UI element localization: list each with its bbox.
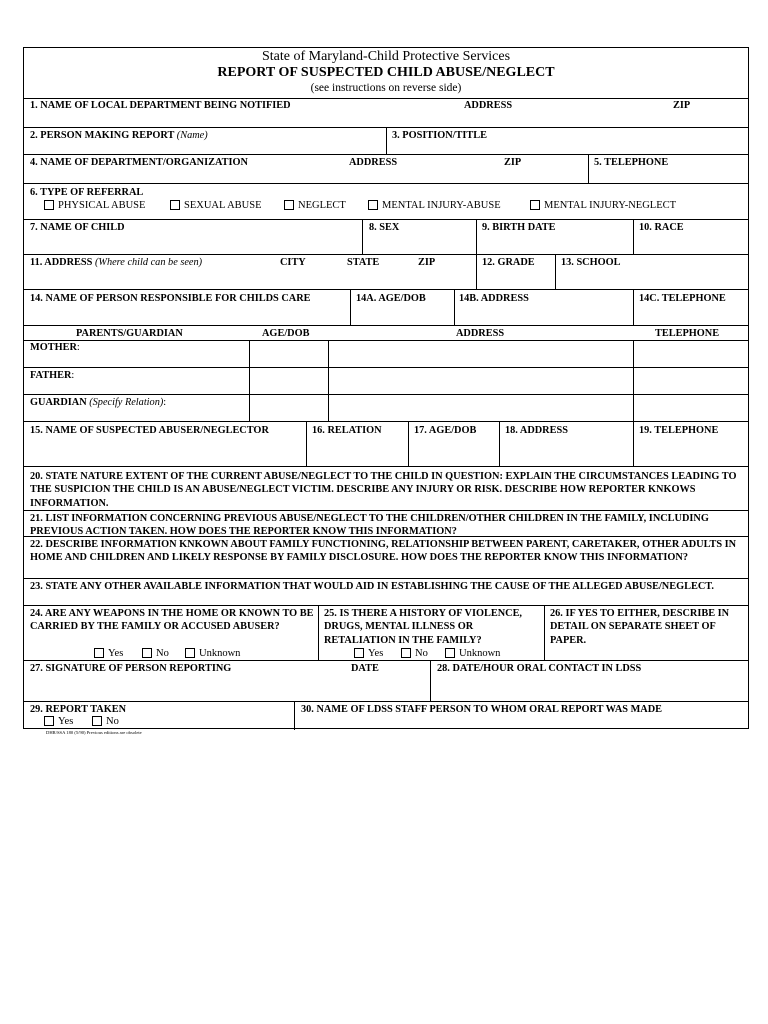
rule bbox=[633, 340, 634, 421]
q24-no-checkbox[interactable]: No bbox=[142, 648, 169, 660]
q24-unknown-checkbox[interactable]: Unknown bbox=[185, 648, 240, 660]
q24-yes-checkbox[interactable]: Yes bbox=[94, 648, 123, 660]
caretaker-address-label: 14B. ADDRESS bbox=[459, 293, 529, 304]
mother-label: MOTHER: bbox=[30, 342, 80, 353]
rule bbox=[555, 254, 556, 289]
rule bbox=[306, 421, 307, 466]
checkbox-box[interactable] bbox=[142, 648, 152, 658]
race-label: 10. RACE bbox=[639, 222, 684, 233]
rule bbox=[24, 605, 748, 606]
question-25-label: 25. IS THERE A HISTORY OF VIOLENCE, DRUGS, MENTAL ILLNESS OR RETALIATION IN THE FAMILY? bbox=[324, 608, 523, 646]
rule bbox=[249, 340, 250, 421]
sex-label: 8. SEX bbox=[369, 222, 400, 233]
rule bbox=[430, 660, 431, 701]
report-title: REPORT OF SUSPECTED CHILD ABUSE/NEGLECT bbox=[217, 65, 555, 80]
question-23-label: 23. STATE ANY OTHER AVAILABLE INFORMATION THAT WOULD AID IN ESTABLISHING THE CAUSE OF THE ALLEGED ABUSE/NEGLECT. bbox=[30, 581, 714, 592]
caretaker-telephone-label: 14C. TELEPHONE bbox=[639, 293, 726, 304]
report-taken-no-checkbox[interactable]: No bbox=[92, 716, 119, 728]
question-21-label: 21. LIST INFORMATION CONCERNING PREVIOUS ABUSE/NEGLECT TO THE CHILDREN/OTHER CHILDREN IN THE FAMILY, INCLUDING PREVIOUS ACTION TAKEN. HOW DOES THE REPORTER KNOW THIS INFORMATION? bbox=[30, 513, 709, 538]
type-of-referral-label: 6. TYPE OF REFERRAL bbox=[30, 187, 144, 198]
checkbox-box[interactable] bbox=[44, 716, 54, 726]
q25-unknown-checkbox[interactable]: Unknown bbox=[445, 648, 500, 660]
rule bbox=[24, 421, 748, 422]
parents-address-header: ADDRESS bbox=[456, 328, 505, 339]
parents-header: PARENTS/GUARDIAN bbox=[76, 328, 183, 339]
department-organization-label: 4. NAME OF DEPARTMENT/ORGANIZATION bbox=[30, 157, 248, 168]
rule bbox=[24, 578, 748, 579]
checkbox-box[interactable] bbox=[185, 648, 195, 658]
rule bbox=[499, 421, 500, 466]
rule bbox=[408, 421, 409, 466]
checkbox-box[interactable] bbox=[530, 200, 540, 210]
oral-contact-label: 28. DATE/HOUR ORAL CONTACT IN LDSS bbox=[437, 663, 642, 674]
rule bbox=[24, 183, 748, 184]
checkbox-box[interactable] bbox=[44, 200, 54, 210]
rule bbox=[294, 701, 295, 730]
rule bbox=[588, 154, 589, 183]
form-footer: DHR/SSA 180 (5/90) Previous editions are obsolete bbox=[46, 730, 142, 735]
q25-yes-checkbox[interactable]: Yes bbox=[354, 648, 383, 660]
birth-date-label: 9. BIRTH DATE bbox=[482, 222, 556, 233]
department-address-label: ADDRESS bbox=[349, 157, 398, 168]
child-zip-label: ZIP bbox=[418, 257, 436, 268]
school-label: 13. SCHOOL bbox=[561, 257, 621, 268]
checkbox-box[interactable] bbox=[94, 648, 104, 658]
person-making-report-label: 2. PERSON MAKING REPORT (Name) bbox=[30, 130, 208, 141]
rule bbox=[24, 325, 748, 326]
checkbox-box[interactable] bbox=[92, 716, 102, 726]
abuser-name-label: 15. NAME OF SUSPECTED ABUSER/NEGLECTOR bbox=[30, 425, 269, 436]
report-taken-yes-checkbox[interactable]: Yes bbox=[44, 716, 73, 728]
rule bbox=[24, 466, 748, 467]
checkbox-box[interactable] bbox=[368, 200, 378, 210]
parents-telephone-header: TELEPHONE bbox=[655, 328, 720, 339]
signature-label: 27. SIGNATURE OF PERSON REPORTING bbox=[30, 663, 232, 674]
rule bbox=[24, 660, 748, 661]
ldss-staff-label: 30. NAME OF LDSS STAFF PERSON TO WHOM ORAL REPORT WAS MADE bbox=[301, 704, 663, 715]
rule bbox=[362, 219, 363, 254]
checkbox-box[interactable] bbox=[354, 648, 364, 658]
question-22-label: 22. DESCRIBE INFORMATION KNKOWN ABOUT FAMILY FUNCTIONING, RELATIONSHIP BETWEEN PARENT, CARETAKER, OTHER ADULTS IN HOME AND CHILDREN AND LIKELY RESPONSE BY FAMILY DISCLOSURE. HOW DOES THE REPORTER KNOW THIS INFORMATION? bbox=[30, 539, 737, 564]
rule bbox=[454, 289, 455, 325]
instructions-note: (see instructions on reverse side) bbox=[310, 82, 462, 94]
child-address-label: 11. ADDRESS (Where child can be seen) bbox=[30, 257, 203, 268]
question-20-label: 20. STATE NATURE EXTENT OF THE CURRENT ABUSE/NEGLECT TO THE CHILD IN QUESTION: EXPLAIN THE CIRCUMSTANCES LEADING TO THE SUSPICION THE CHILD IS AN ABUSE/NEGLECT VICTIM. DESCRIBE ANY INJURY OR RISK. DESCRIBE HOW REPORTER KNKOWS INFORMATION. bbox=[30, 471, 737, 509]
rule bbox=[633, 421, 634, 466]
checkbox-box[interactable] bbox=[170, 200, 180, 210]
rule bbox=[24, 340, 748, 341]
q25-no-checkbox[interactable]: No bbox=[401, 648, 428, 660]
rule bbox=[318, 605, 319, 660]
rule bbox=[24, 289, 748, 290]
rule bbox=[24, 394, 748, 395]
rule bbox=[633, 289, 634, 325]
state-title: State of Maryland-Child Protective Services bbox=[261, 49, 511, 64]
rule bbox=[24, 701, 748, 702]
checkbox-box[interactable] bbox=[284, 200, 294, 210]
referral-mental-injury-neglect-checkbox[interactable]: MENTAL INJURY-NEGLECT bbox=[530, 200, 676, 212]
checkbox-box[interactable] bbox=[445, 648, 455, 658]
state-label: STATE bbox=[347, 257, 380, 268]
name-of-child-label: 7. NAME OF CHILD bbox=[30, 222, 125, 233]
father-label: FATHER: bbox=[30, 370, 75, 381]
abuser-age-label: 17. AGE/DOB bbox=[414, 425, 477, 436]
telephone-label: 5. TELEPHONE bbox=[594, 157, 669, 168]
parents-age-header: AGE/DOB bbox=[262, 328, 310, 339]
report-form bbox=[23, 47, 749, 729]
referral-mental-injury-abuse-checkbox[interactable]: MENTAL INJURY-ABUSE bbox=[368, 200, 501, 212]
question-24-label: 24. ARE ANY WEAPONS IN THE HOME OR KNOWN TO BE CARRIED BY THE FAMILY OR ACCUSED ABUSER? bbox=[30, 608, 314, 633]
rule bbox=[544, 605, 545, 660]
rule bbox=[24, 254, 748, 255]
relation-label: 16. RELATION bbox=[312, 425, 382, 436]
rule bbox=[476, 219, 477, 289]
referral-physical-abuse-checkbox[interactable]: PHYSICAL ABUSE bbox=[44, 200, 145, 212]
caretaker-name-label: 14. NAME OF PERSON RESPONSIBLE FOR CHILDS CARE bbox=[30, 293, 311, 304]
rule bbox=[386, 127, 387, 154]
local-department-address-label: ADDRESS bbox=[464, 100, 513, 111]
rule bbox=[350, 289, 351, 325]
grade-label: 12. GRADE bbox=[482, 257, 535, 268]
referral-sexual-abuse-checkbox[interactable]: SEXUAL ABUSE bbox=[170, 200, 262, 212]
abuser-address-label: 18. ADDRESS bbox=[505, 425, 568, 436]
guardian-label: GUARDIAN (Specify Relation): bbox=[30, 397, 167, 408]
local-department-zip-label: ZIP bbox=[673, 100, 691, 111]
checkbox-box[interactable] bbox=[401, 648, 411, 658]
rule bbox=[24, 219, 748, 220]
city-label: CITY bbox=[280, 257, 306, 268]
rule bbox=[633, 219, 634, 254]
position-title-label: 3. POSITION/TITLE bbox=[392, 130, 487, 141]
rule bbox=[328, 340, 329, 421]
rule bbox=[24, 154, 748, 155]
abuser-telephone-label: 19. TELEPHONE bbox=[639, 425, 719, 436]
signature-date-label: DATE bbox=[351, 663, 379, 674]
rule bbox=[24, 367, 748, 368]
referral-neglect-checkbox[interactable]: NEGLECT bbox=[284, 200, 346, 212]
local-department-label: 1. NAME OF LOCAL DEPARTMENT BEING NOTIFIED bbox=[30, 100, 291, 111]
caretaker-age-label: 14A. AGE/DOB bbox=[356, 293, 426, 304]
question-26-label: 26. IF YES TO EITHER, DESCRIBE IN DETAIL ON SEPARATE SHEET OF PAPER. bbox=[550, 608, 730, 646]
department-zip-label: ZIP bbox=[504, 157, 522, 168]
report-taken-label: 29. REPORT TAKEN bbox=[30, 704, 127, 715]
